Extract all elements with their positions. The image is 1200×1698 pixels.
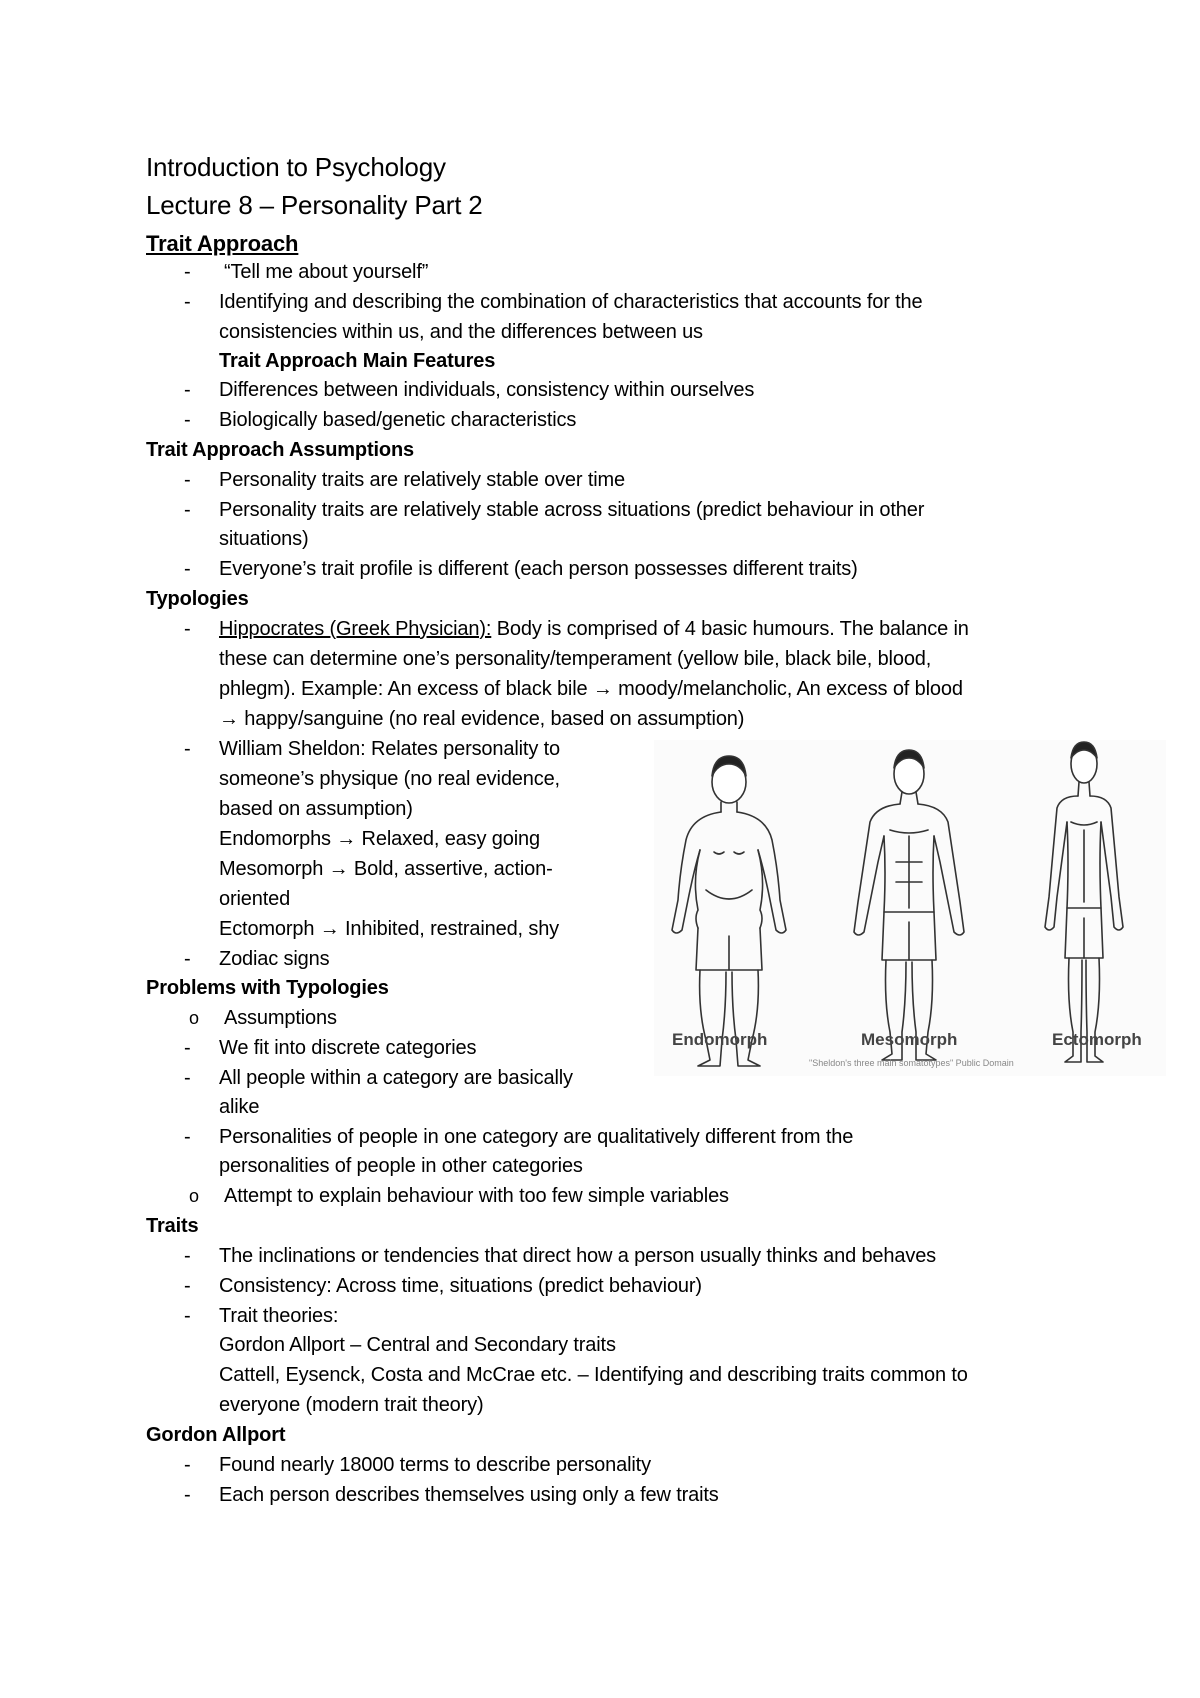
traits-item-3-b-line-1: Cattell, Eysenck, Costa and McCrae etc. – Identifying and describing traits common to xyxy=(219,1364,968,1386)
dash: - xyxy=(184,618,191,640)
endomorph-figure xyxy=(672,756,786,1066)
assumptions-item-2-line-1: Personality traits are relatively stable across situations (predict behaviour in other xyxy=(219,499,925,521)
dash: - xyxy=(184,1037,191,1059)
mesomorph-line-1: Mesomorph → Bold, assertive, action- xyxy=(219,858,553,880)
endomorph-line: Endomorphs → Relaxed, easy going xyxy=(219,828,540,850)
label-mesomorph: Mesomorph xyxy=(861,1030,958,1049)
figure-credit: "Sheldon's three main somatotypes" Public Domain xyxy=(809,1058,1014,1068)
heading-typologies: Typologies xyxy=(146,588,249,610)
heading-trait-approach: Trait Approach xyxy=(146,231,299,256)
dash: - xyxy=(184,1275,191,1297)
dash: - xyxy=(184,948,191,970)
traits-item-2: Consistency: Across time, situations (predict behaviour) xyxy=(219,1275,702,1297)
heading-traits: Traits xyxy=(146,1215,199,1237)
bullet-o: o xyxy=(189,1008,200,1028)
ectomorph-figure xyxy=(1045,742,1123,1062)
zodiac-line: Zodiac signs xyxy=(219,948,330,970)
somatotype-illustration xyxy=(654,740,1166,1076)
trait-approach-item-2-line-1: Identifying and describing the combination of characteristics that accounts for the xyxy=(219,291,923,313)
heading-problems: Problems with Typologies xyxy=(146,977,389,999)
dash: - xyxy=(184,1126,191,1148)
problems-item-2-line-2: alike xyxy=(219,1096,260,1118)
traits-item-1: The inclinations or tendencies that direct how a person usually thinks and behaves xyxy=(219,1245,937,1267)
mesomorph-line-2: oriented xyxy=(219,888,291,910)
trait-approach-item-2-line-2: consistencies within us, and the differences between us xyxy=(219,321,703,343)
problems-sub-1: Assumptions xyxy=(224,1007,337,1029)
hippocrates-line-4: → happy/sanguine (no real evidence, based on assumption) xyxy=(219,708,745,730)
problems-item-3-line-1: Personalities of people in one category are qualitatively different from the xyxy=(219,1126,854,1148)
dash: - xyxy=(184,1484,191,1506)
dash: - xyxy=(184,261,191,283)
traits-item-3-a: Gordon Allport – Central and Secondary traits xyxy=(219,1334,616,1356)
trait-approach-item-1: “Tell me about yourself” xyxy=(224,261,429,283)
problems-item-1: We fit into discrete categories xyxy=(219,1037,477,1059)
dash: - xyxy=(184,738,191,760)
problems-item-2-line-1: All people within a category are basically xyxy=(219,1067,573,1089)
hippocrates-text: Body is comprised of 4 basic humours. The balance in xyxy=(491,618,969,640)
dash: - xyxy=(184,1305,191,1327)
doc-title: Introduction to Psychology xyxy=(146,152,446,182)
trait-approach-item-3: Differences between individuals, consistency within ourselves xyxy=(219,379,755,401)
dash: - xyxy=(184,1454,191,1476)
hippocrates-line-2: these can determine one’s personality/temperament (yellow bile, black bile, blood, xyxy=(219,648,932,670)
dash: - xyxy=(184,379,191,401)
heading-assumptions: Trait Approach Assumptions xyxy=(146,439,414,461)
hippocrates-line-1 xyxy=(219,615,969,644)
label-endomorph: Endomorph xyxy=(672,1030,768,1049)
problems-sub-2: Attempt to explain behaviour with too few simple variables xyxy=(224,1185,729,1207)
label-ectomorph: Ectomorph xyxy=(1052,1030,1142,1049)
dash: - xyxy=(184,291,191,313)
problems-item-3-line-2: personalities of people in other categories xyxy=(219,1155,583,1177)
sheldon-line-2: someone’s physique (no real evidence, xyxy=(219,768,560,790)
somatotype-figure xyxy=(654,740,1166,1076)
traits-item-3: Trait theories: xyxy=(219,1305,339,1327)
dash: - xyxy=(184,558,191,580)
dash: - xyxy=(184,469,191,491)
bullet-o: o xyxy=(189,1186,200,1206)
assumptions-item-3: Everyone’s trait profile is different (each person possesses different traits) xyxy=(219,558,858,580)
allport-item-2: Each person describes themselves using only a few traits xyxy=(219,1484,719,1506)
assumptions-item-1: Personality traits are relatively stable over time xyxy=(219,469,625,491)
hippocrates-name: Hippocrates (Greek Physician): xyxy=(219,618,492,640)
ectomorph-line: Ectomorph → Inhibited, restrained, shy xyxy=(219,918,560,940)
assumptions-item-2-line-2: situations) xyxy=(219,528,309,550)
heading-allport: Gordon Allport xyxy=(146,1424,286,1446)
sheldon-line-3: based on assumption) xyxy=(219,798,413,820)
trait-approach-main-features: Trait Approach Main Features xyxy=(219,350,496,372)
dash: - xyxy=(184,1067,191,1089)
mesomorph-figure xyxy=(854,750,964,1060)
hippocrates-line-3: phlegm). Example: An excess of black bile → moody/melancholic, An excess of blood xyxy=(219,678,963,700)
allport-item-1: Found nearly 18000 terms to describe personality xyxy=(219,1454,651,1476)
lecture-title: Lecture 8 – Personality Part 2 xyxy=(146,190,483,220)
trait-approach-item-4: Biologically based/genetic characteristics xyxy=(219,409,577,431)
sheldon-line-1: William Sheldon: Relates personality to xyxy=(219,738,560,760)
dash: - xyxy=(184,409,191,431)
dash: - xyxy=(184,499,191,521)
dash: - xyxy=(184,1245,191,1267)
traits-item-3-b-line-2: everyone (modern trait theory) xyxy=(219,1394,484,1416)
